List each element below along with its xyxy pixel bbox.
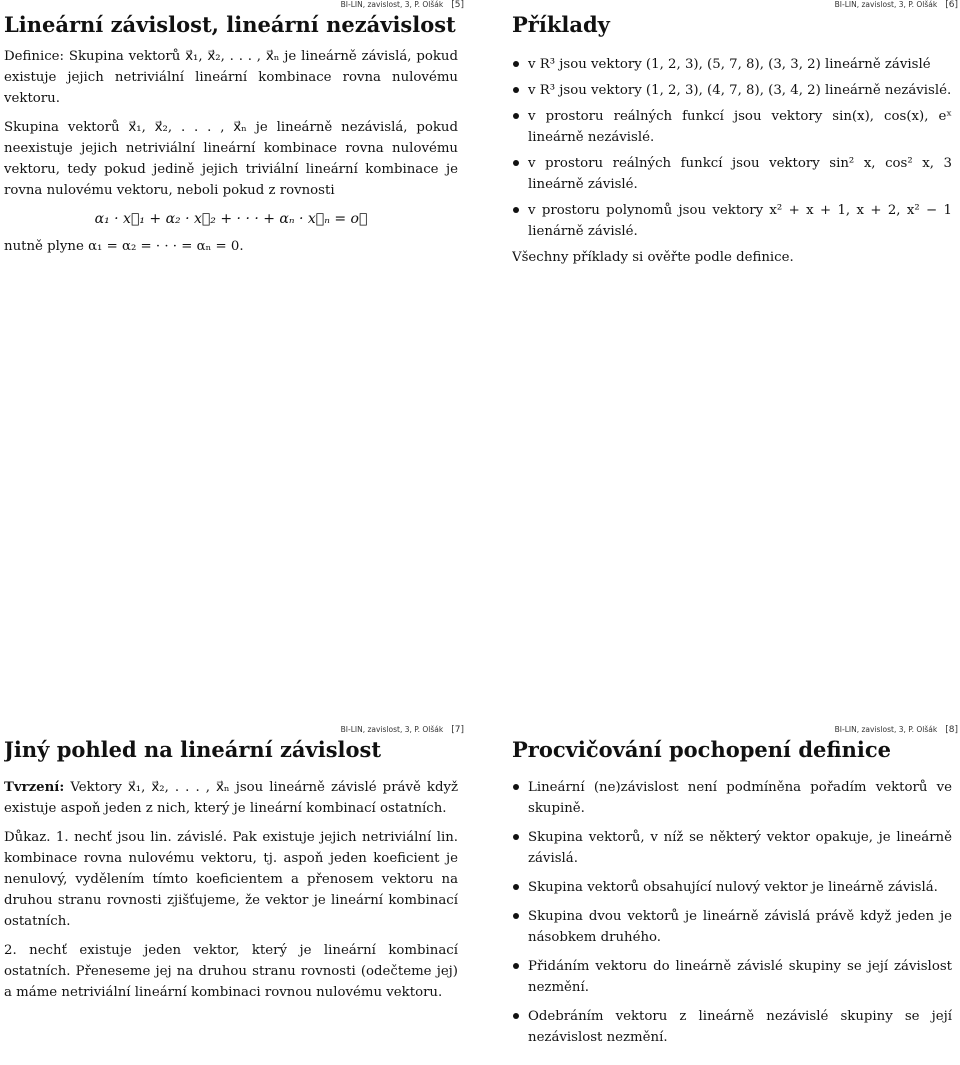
slide-body [4, 777, 458, 1011]
list-item-text: Lineární (ne)závislost není podmíněna pořadím vektorů ve skupině. [528, 780, 952, 816]
slide-title: Jiný pohled na lineární závislost [4, 737, 382, 762]
list-item-text: v R³ jsou vektory (1, 2, 3), (5, 7, 8), (3, 3, 2) lineárně závislé [528, 57, 931, 72]
slide-number: [8] [945, 725, 958, 735]
slide-body [4, 46, 458, 265]
header-text: BI-LIN, zavislost, 3, P. Olšák [340, 0, 444, 9]
bullet-icon [513, 113, 519, 119]
header-text: BI-LIN, zavislost, 3, P. Olšák [340, 725, 444, 734]
list-item [512, 777, 952, 819]
list-item-text: v prostoru reálných funkcí jsou vektory sin² x, cos² x, 3 lineárně závislé. [528, 156, 952, 192]
claim-text: Vektory x⃗₁, x⃗₂, . . . , x⃗ₙ jsou lineárně závislé právě když existuje aspoň jeden z nich, který je lineární kombinací ostatních. [4, 780, 458, 816]
list-item [512, 153, 952, 195]
slide-body [512, 54, 952, 276]
bullet-icon [513, 1013, 519, 1019]
slide-title: Lineární závislost, lineární nezávislost [4, 12, 456, 37]
list-item [512, 200, 952, 242]
proof-part-1: Důkaz. 1. nechť jsou lin. závislé. Pak existuje jejich netriviální lin. kombinace rovna nulovému vektoru, tj. aspoň jeden koeficient je nenulový, vydělením tímto koeficientem a přenosem vektoru na druhou stranu rovnosti zjišťujeme, že vektor je lineární kombinací ostatních. [4, 830, 458, 929]
list-item-text: v prostoru reálných funkcí jsou vektory sin(x), cos(x), eˣ lineárně nezávislé. [528, 109, 952, 145]
list-item [512, 827, 952, 869]
definition-text: Definice: Skupina vektorů x⃗₁, x⃗₂, . . . , x⃗ₙ je lineárně závislá, pokud existuje jejich netriviální lineární kombinace rovna nulovému vektoru. [4, 49, 458, 106]
header-text: BI-LIN, zavislost, 3, P. Olšák [834, 0, 938, 9]
list-item [512, 54, 952, 75]
slide-header [835, 725, 958, 735]
practice-list [512, 777, 952, 1048]
list-item-text: v R³ jsou vektory (1, 2, 3), (4, 7, 8), (3, 4, 2) lineárně nezávislé. [528, 83, 952, 98]
examples-list [512, 54, 952, 242]
bullet-icon [513, 834, 519, 840]
slide-number: [6] [945, 0, 958, 10]
list-item [512, 956, 952, 998]
slide-title: Příklady [512, 12, 610, 37]
slide-5 [4, 0, 464, 340]
list-item-text: Odebráním vektoru z lineárně nezávislé skupiny se její nezávislost nezmění. [528, 1009, 952, 1045]
bullet-icon [513, 160, 519, 166]
header-text: BI-LIN, zavislost, 3, P. Olšák [834, 725, 938, 734]
slide-number: [7] [451, 725, 464, 735]
list-item-text: Skupina vektorů, v níž se některý vektor opakuje, je lineárně závislá. [528, 830, 952, 866]
bullet-icon [513, 884, 519, 890]
conclusion-text: nutně plyne α₁ = α₂ = · · · = αₙ = 0. [4, 239, 244, 254]
claim-label: Tvrzení: [4, 780, 65, 795]
slide-6 [512, 0, 958, 340]
slide-number: [5] [451, 0, 464, 10]
list-item-text: Přidáním vektoru do lineárně závislé skupiny se její závislost nezmění. [528, 959, 952, 995]
bullet-icon [513, 87, 519, 93]
bullet-icon [513, 784, 519, 790]
list-item [512, 906, 952, 948]
list-item [512, 1006, 952, 1048]
claim-paragraph [4, 777, 458, 819]
list-item-text: Skupina dvou vektorů je lineárně závislá právě když jeden je násobkem druhého. [528, 909, 952, 945]
bullet-icon [513, 207, 519, 213]
bullet-icon [513, 61, 519, 67]
bullet-icon [513, 913, 519, 919]
footer-note: Všechny příklady si ověřte podle definice. [512, 250, 794, 265]
list-item [512, 877, 952, 898]
slide-header [341, 0, 464, 10]
list-item [512, 106, 952, 148]
slide-header [341, 725, 464, 735]
slide-7 [4, 725, 464, 1065]
bullet-icon [513, 963, 519, 969]
list-item-text: Skupina vektorů obsahující nulový vektor je lineárně závislá. [528, 880, 938, 895]
independence-text: Skupina vektorů x⃗₁, x⃗₂, . . . , x⃗ₙ je lineárně nezávislá, pokud neexistuje jejich netriviální lineární kombinace rovna nulovému vektoru, tedy pokud jedině jejich triviální lineární kombinace je rovna nulovému vektoru, neboli pokud z rovnosti [4, 120, 458, 198]
slide-body [512, 777, 952, 1056]
slide-title: Procvičování pochopení definice [512, 737, 892, 762]
slide-8 [512, 725, 958, 1065]
slide-header [835, 0, 958, 10]
list-item-text: v prostoru polynomů jsou vektory x² + x + 1, x + 2, x² − 1 lienárně závislé. [528, 203, 952, 239]
list-item [512, 80, 952, 101]
proof-part-2: 2. nechť existuje jeden vektor, který je lineární kombinací ostatních. Přeneseme jej na druhou stranu rovnosti (odečteme jej) a máme netriviální lineární kombinaci rovnou nulovému vektoru. [4, 943, 458, 1000]
linear-combination-equation: α₁ · x⃗₁ + α₂ · x⃗₂ + · · · + αₙ · x⃗ₙ = o⃗ [94, 211, 368, 227]
